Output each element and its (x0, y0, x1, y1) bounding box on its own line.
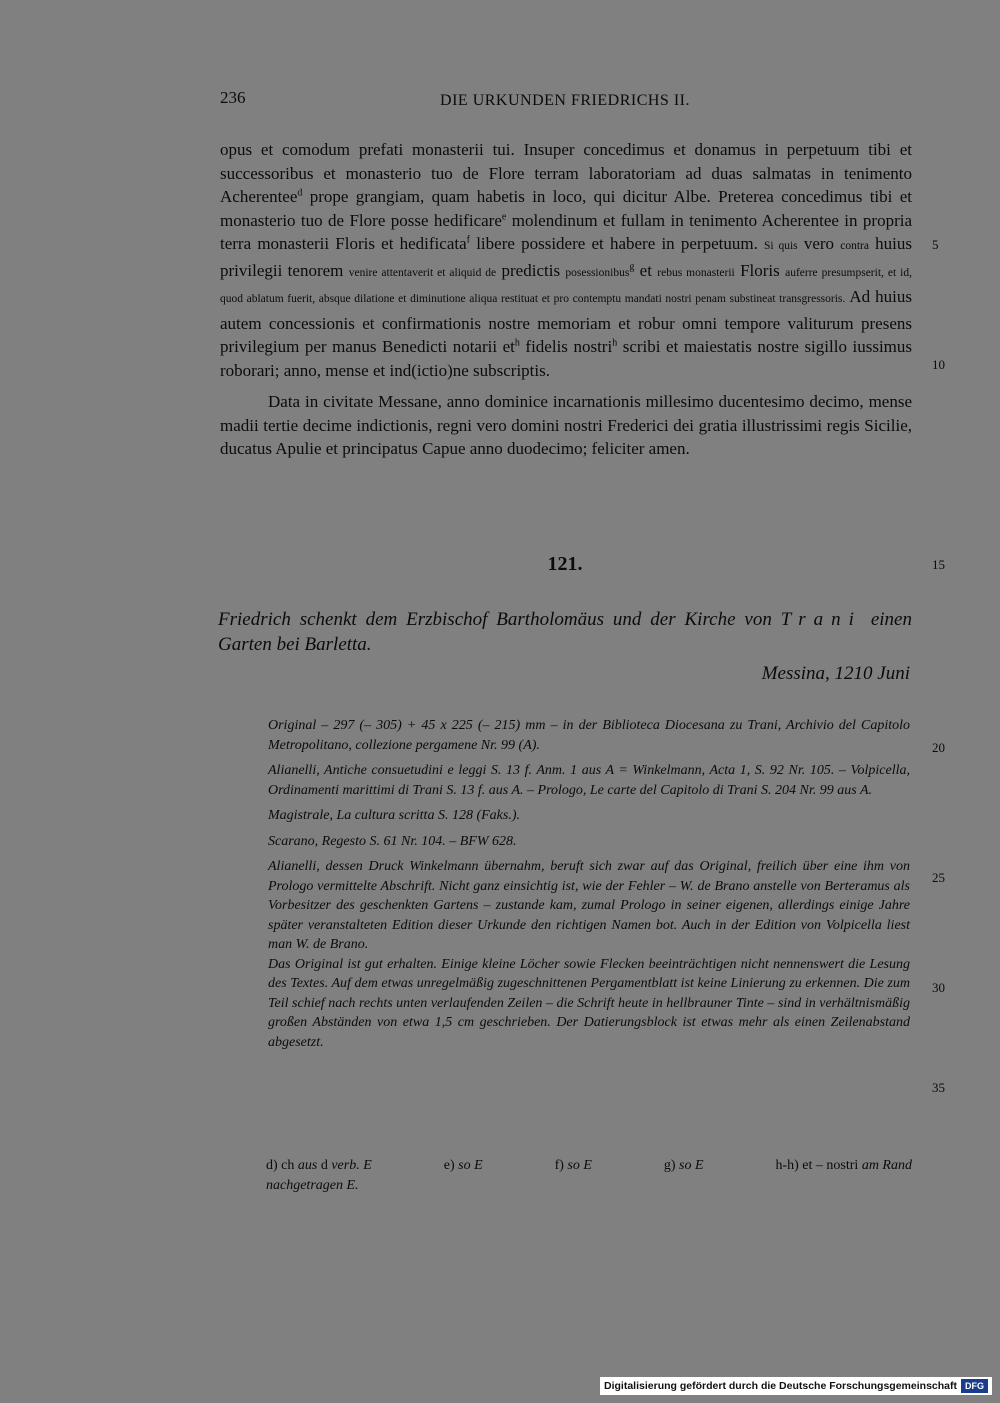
line-number-20: 20 (932, 740, 945, 755)
document-date: Messina, 1210 Juni (761, 663, 910, 684)
paragraph-2-dating: Data in civitate Messane, anno dominice incarnationis millesimo ducentesimo decimo, mense madii tertie decime indictionis, regni vero domini nostri Frederici dei gratia illustrissimi regis Sicilie, ducatus Apulie et principatus Capue anno duodecimo; feliciter amen. (220, 392, 912, 458)
line-number-25: 25 (932, 870, 945, 885)
line-number-5: 5 (932, 237, 939, 252)
line-number-10: 10 (932, 357, 945, 372)
footnote-h: h-h) et – nostri am Rand (775, 1158, 912, 1173)
footnote-row (266, 1156, 912, 1176)
dfg-credit-bar (600, 1377, 992, 1395)
footnote-mark-g: g (629, 260, 635, 272)
footnotes (266, 1156, 912, 1196)
footnote-mark-e: e (501, 210, 507, 222)
footnote-mark-h2: h (612, 337, 618, 349)
critical-notes (268, 716, 910, 1058)
footnote-e: e) so E (443, 1158, 483, 1173)
footnote-mark-h1: h (514, 337, 520, 349)
paragraph-1: opus et comodum prefati monasterii tui. Insuper concedimus et donamus in perpetuum tibi et successoribus et monasterio tuo de Flore terram laboratoriam ad duas salmatas in tenimento Acherentee$^d$ prope grangiam, quam habetis in loco, qui dicitur Albe. Preterea concedimus tibi et monasterio tuo de Flore posse hedificare$^e$ molendinum et fullam in tenimento Acherentee in propria terra monasterii Floris et hedificata$^f$ libere possidere et habere in perpetuum. Si quis vero contra huius privilegii tenorem venire attentaverit et aliquid de predictis posessionibus$^g$ et rebus monasterii Floris auferre presumpserit, et id, quod ablatum fuerit, absque dilatione et diminutione aliqua restituat et pro contemptu mandati nostri penam substineat transgressoris. Ad huius autem concessionis et confirmationis nostre memoriam et robur omni tempore valiturum presens privilegium per manus Benedicti notarii $et^h$ fidelis nostri$^h$ scribi et maiestatis nostre sigillo iussimus roborari; anno, mense et ind(ictio)ne subscriptis. (220, 140, 913, 380)
line-number-15: 15 (932, 557, 945, 572)
footnote-d: d) ch aus d verb. E (266, 1158, 372, 1173)
line-number-35: 35 (932, 1080, 945, 1095)
footnote-h-continuation: nachgetragen E. (266, 1178, 359, 1193)
running-title: DIE URKUNDEN FRIEDRICHS II. (440, 92, 690, 109)
footnote-g: g) so E (663, 1158, 704, 1173)
dfg-logo: DFG (961, 1379, 988, 1393)
document-number: 121. (547, 553, 583, 575)
footnote-mark-d: d (297, 187, 303, 199)
body-text (220, 138, 912, 461)
note-regesta: Scarano, Regesto S. 61 Nr. 104. – BFW 628. (268, 833, 517, 849)
footnote-f: f) so E (554, 1158, 592, 1173)
note-facsimile: Magistrale, La cultura scritta S. 128 (Faks.). (268, 808, 520, 823)
page-number: 236 (220, 88, 246, 107)
note-description: Das Original ist gut erhalten. Einige kleine Löcher sowie Flecken beeinträchtigen nicht nennenswert die Lesung des Textes. Auf dem etwas unregelmäßig zugeschnittenen Pergamentblatt ist keine Linierung zu erkennen. Die zum Teil schief nach rechts unten verlaufenden Zeilen – die Schrift heute in hellbrauner Tinte – sind in verhältnismäßig großen Abständen von etwa 1,5 cm geschrieben. Der Datierungsblock ist etwas mehr als einen Zeilenabstand abgesetzt. (268, 956, 910, 1050)
regest: Friedrich schenkt dem Erzbischof Bartholomäus und der Kirche von Trani einen Garten bei Barletta. (218, 609, 912, 655)
note-editions: Alianelli, Antiche consuetudini e leggi S. 13 f. Anm. 1 aus A = Winkelmann, Acta 1, S. 92 Nr. 105. – Volpicella, Ordinamenti marittimi di Trani S. 13 f. aus A. – Prologo, Le carte del Capitolo di Trani S. 204 Nr. 99 aus A. (268, 763, 910, 798)
note-commentary: Alianelli, dessen Druck Winkelmann übernahm, beruft sich zwar auf das Original, freilich über eine ihm von Prologo vermittelte Abschrift. Nicht ganz einsichtig ist, wie der Fehler – W. de Brano anstelle von Berteramus als Vorbesitzer des geschenkten Gartens – zustande kam, zumal Prologo in seiner eigenen, allerdings einige Jahre später veranstalteten Edition dieser Urkunde den richtigen Namen bot. Auch in der Edition von Volpicella liest man W. de Brano. (268, 859, 910, 952)
place-name: Trani (780, 609, 862, 630)
footnote-mark-f: f (466, 234, 470, 246)
note-original: Original – 297 (– 305) + 45 x 225 (– 215) mm – in der Biblioteca Diocesana zu Trani, Archivio del Capitolo Metropolitano, collezione pergamene Nr. 99 (A). (268, 718, 910, 753)
dfg-credit-text: Digitalisierung gefördert durch die Deutsche Forschungsgemeinschaft (604, 1380, 957, 1392)
line-number-30: 30 (932, 980, 945, 995)
